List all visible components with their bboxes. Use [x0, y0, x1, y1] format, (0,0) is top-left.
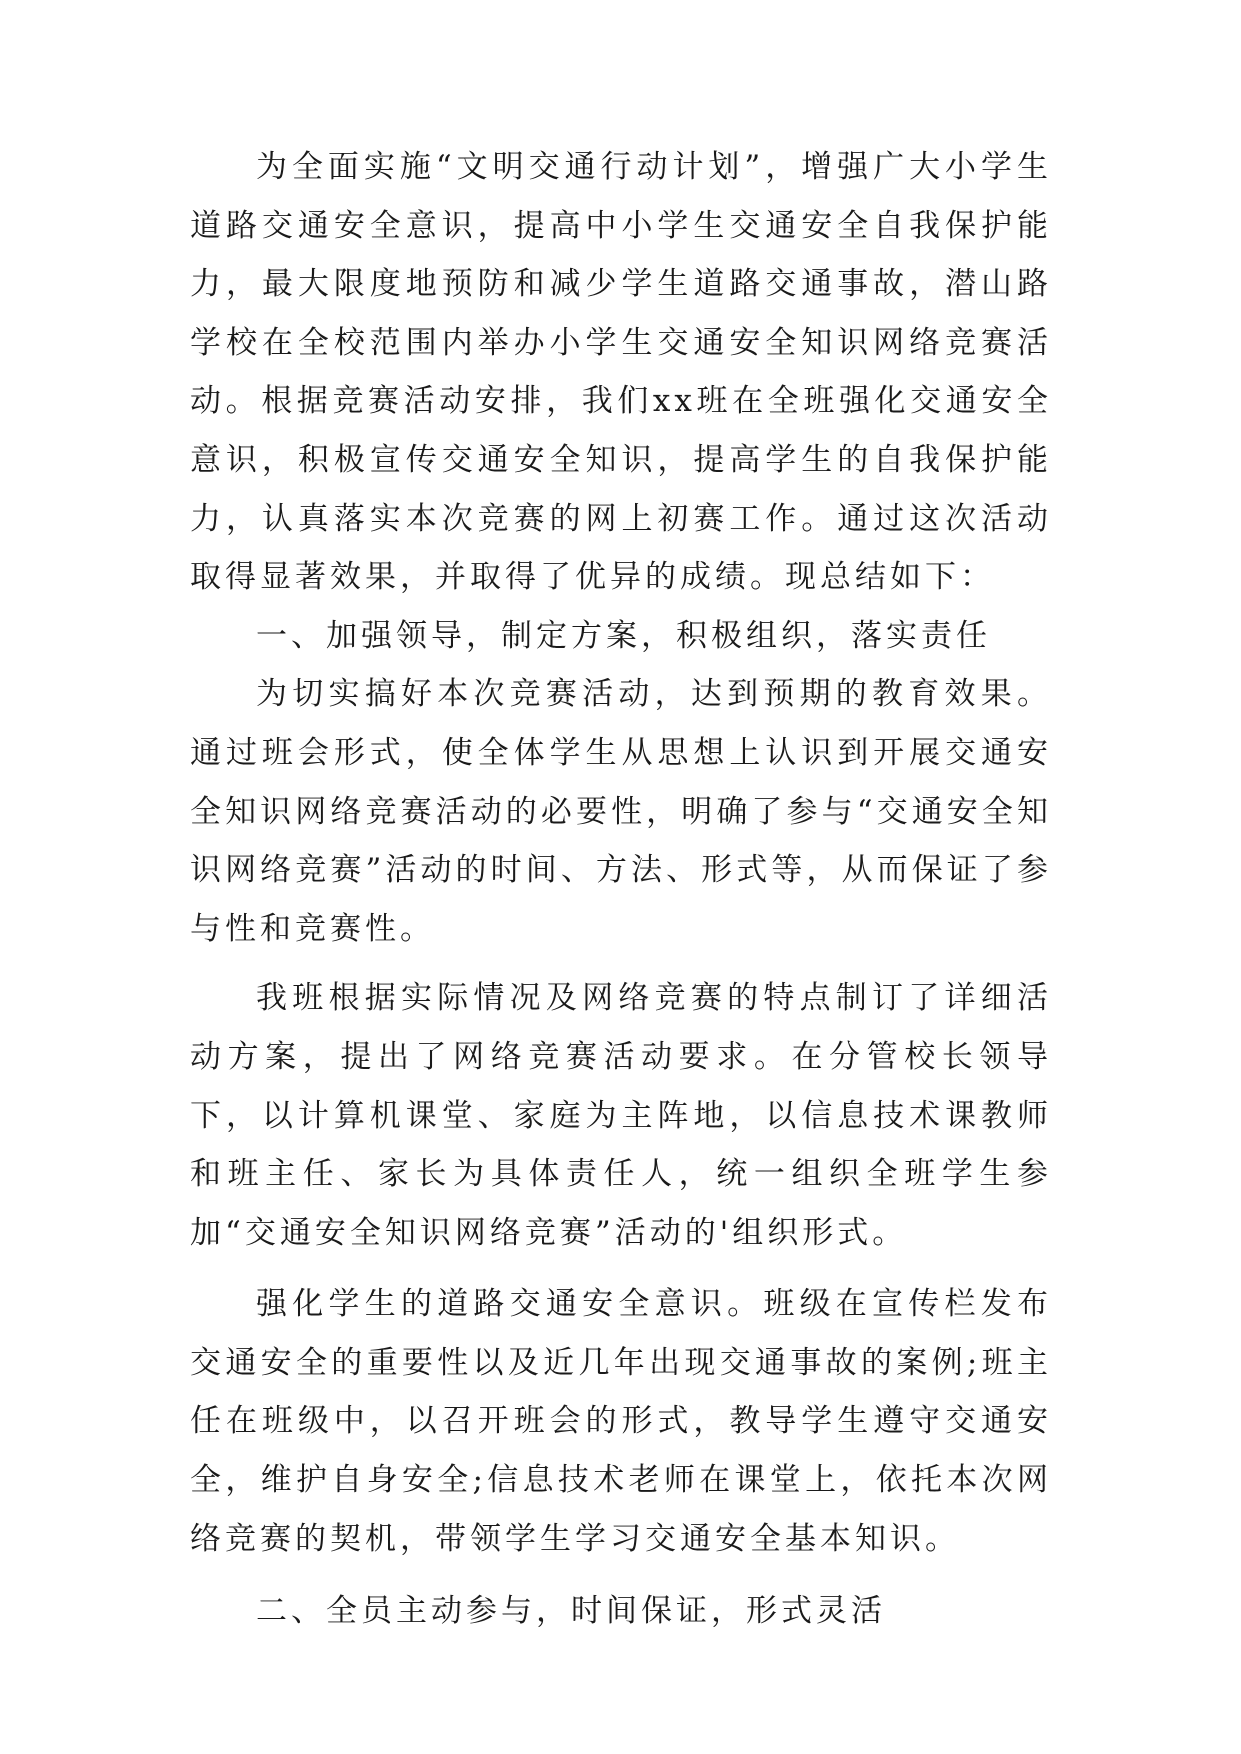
body-paragraph-2: 我班根据实际情况及网络竞赛的特点制订了详细活动方案，提出了网络竞赛活动要求。在分管校长领导下，以计算机课堂、家庭为主阵地，以信息技术课教师和班主任、家长为具体责任人，统一组织全班学生参加“交通安全知识网络竞赛”活动的'组织形式。: [190, 980, 1052, 1251]
document-page: [190, 138, 1052, 1641]
body-paragraph-1: 为切实搞好本次竞赛活动，达到预期的教育效果。通过班会形式，使全体学生从思想上认识到开展交通安全知识网络竞赛活动的必要性，明确了参与“交通安全知识网络竞赛”活动的时间、方法、形式等，从而保证了参与性和竞赛性。: [190, 676, 1052, 947]
intro-paragraph: 为全面实施“文明交通行动计划”，增强广大小学生道路交通安全意识，提高中小学生交通安全自我保护能力，最大限度地预防和减少学生道路交通事故，潜山路学校在全校范围内举办小学生交通安全知识网络竞赛活动。根据竞赛活动安排，我们xx班在全班强化交通安全意识，积极宣传交通安全知识，提高学生的自我保护能力，认真落实本次竞赛的网上初赛工作。通过这次活动取得显著效果，并取得了优异的成绩。现总结如下：: [190, 149, 1052, 596]
section-heading-1: 一、加强领导，制定方案，积极组织，落实责任: [256, 617, 991, 654]
body-paragraph-3: 强化学生的道路交通安全意识。班级在宣传栏发布交通安全的重要性以及近几年出现交通事故的案例;班主任在班级中，以召开班会的形式，教导学生遵守交通安全，维护自身安全;信息技术老师在课堂上，依托本次网络竞赛的契机，带领学生学习交通安全基本知识。: [190, 1286, 1052, 1557]
section-heading-2: 二、全员主动参与，时间保证，形式灵活: [256, 1593, 886, 1630]
